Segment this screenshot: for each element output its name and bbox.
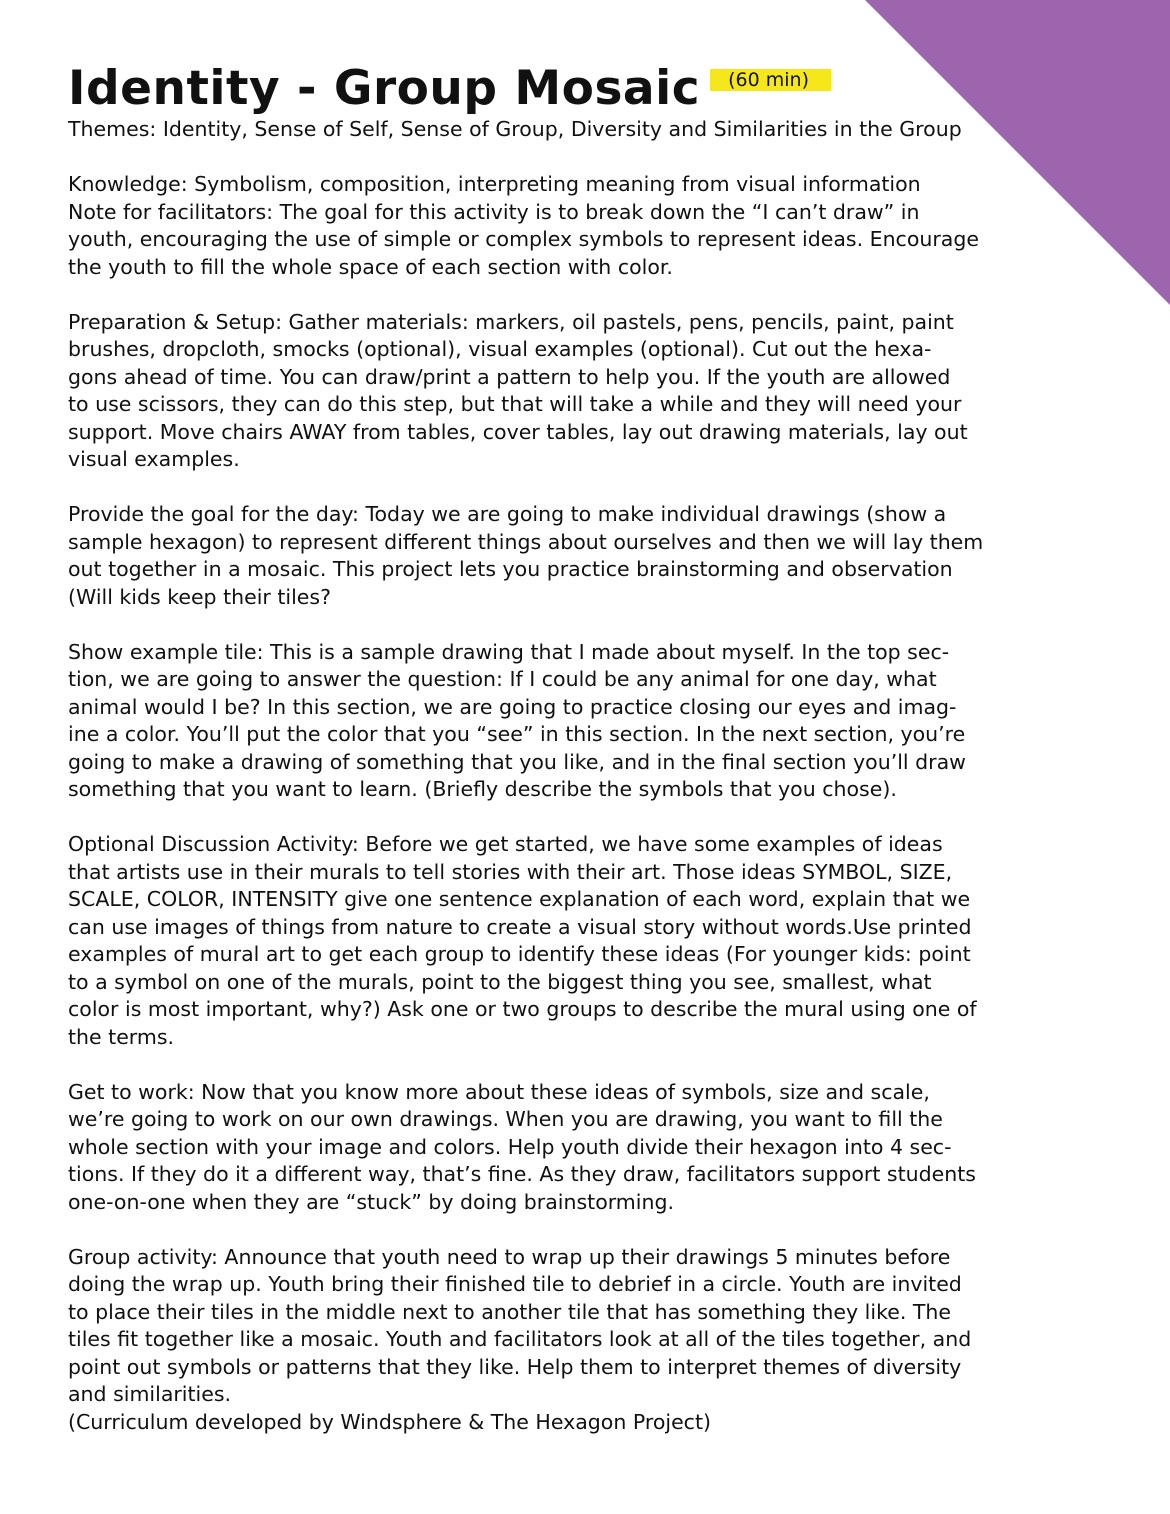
activity-page [68,62,1108,1436]
preparation-paragraph: Preparation & Setup: Gather materials: markers, oil pastels, pens, pencils, paint, paint brushes, dropcloth, smocks (optional), visual examples (optional). Cut out the hexa- gons ahead of time. You can draw/print a pattern to help you. If the youth are allowed to use scissors, they can do this step, but that will take a while and they will need your support. Move chairs AWAY from tables, cover tables, lay out drawing materials, lay out visual examples. [68,309,968,471]
get-to-work-paragraph: Get to work: Now that you know more about these ideas of symbols, size and scale, we’re going to work on our own drawings. When you are drawing, you want to fill the whole section with your image and colors. Help youth divide their hexagon into 4 sec- tions. If they do it a different way, that’s fine. As they draw, facilitators support students one-on-one when they are “stuck” by doing brainstorming. [68,1079,976,1214]
example-tile-paragraph: Show example tile: This is a sample drawing that I made about myself. In the top sec- tion, we are going to answer the question: If I could be any animal for one day, what animal would I be? In this section, we are going to practice closing our eyes and imag- ine a color. You’ll put the color that you “see” in this section. In the next section, you’re going to make a drawing of something that you like, and in the final section you’ll draw something that you want to learn. (Briefly describe the symbols that you chose). [68,639,966,801]
duration-badge: (60 min) [710,69,831,91]
page-title: Identity - Group Mosaic [68,61,701,116]
goal-paragraph: Provide the goal for the day: Today we are going to make individual drawings (show a sample hexagon) to represent different things about ourselves and then we will lay them out together in a mosaic. This project lets you practice brainstorming and observation (Will kids keep their tiles? [68,502,984,609]
discussion-paragraph: Optional Discussion Activity: Before we get started, we have some examples of ideas that artists use in their murals to tell stories with their art. Those ideas SYMBOL, SIZE, SCALE, COLOR, INTENSITY give one sentence explanation of each word, explain that we can use images of things from nature to create a visual story without words.Use printed examples of mural art to get each group to identify these ideas (For younger kids: point to a symbol on one of the murals, point to the biggest thing you see, smallest, what color is most important, why?) Ask one or two groups to describe the mural using one of the terms. [68,832,977,1049]
knowledge-paragraph: Knowledge: Symbolism, composition, interpreting meaning from visual information Note for facilitators: The goal for this activity is to break down the “I can’t draw” in youth, encouraging the use of simple or complex symbols to represent ideas. Encourage the youth to fill the whole space of each section with color. [68,172,979,279]
group-activity-paragraph: Group activity: Announce that youth need to wrap up their drawings 5 minutes before doing the wrap up. Youth bring their finished tile to debrief in a circle. Youth are invited to place their tiles in the middle next to another tile that has something they like. The tiles fit together like a mosaic. Youth and facilitators look at all of the tiles together, and point out symbols or patterns that they like. Help them to interpret themes of diversity and similarities. [68,1244,972,1406]
body-text [68,144,1108,1437]
credit-line: (Curriculum developed by Windsphere & The Hexagon Project) [68,1409,711,1434]
title-row [68,62,1108,116]
themes-line: Themes: Identity, Sense of Self, Sense of Group, Diversity and Similarities in the Group [68,117,962,141]
